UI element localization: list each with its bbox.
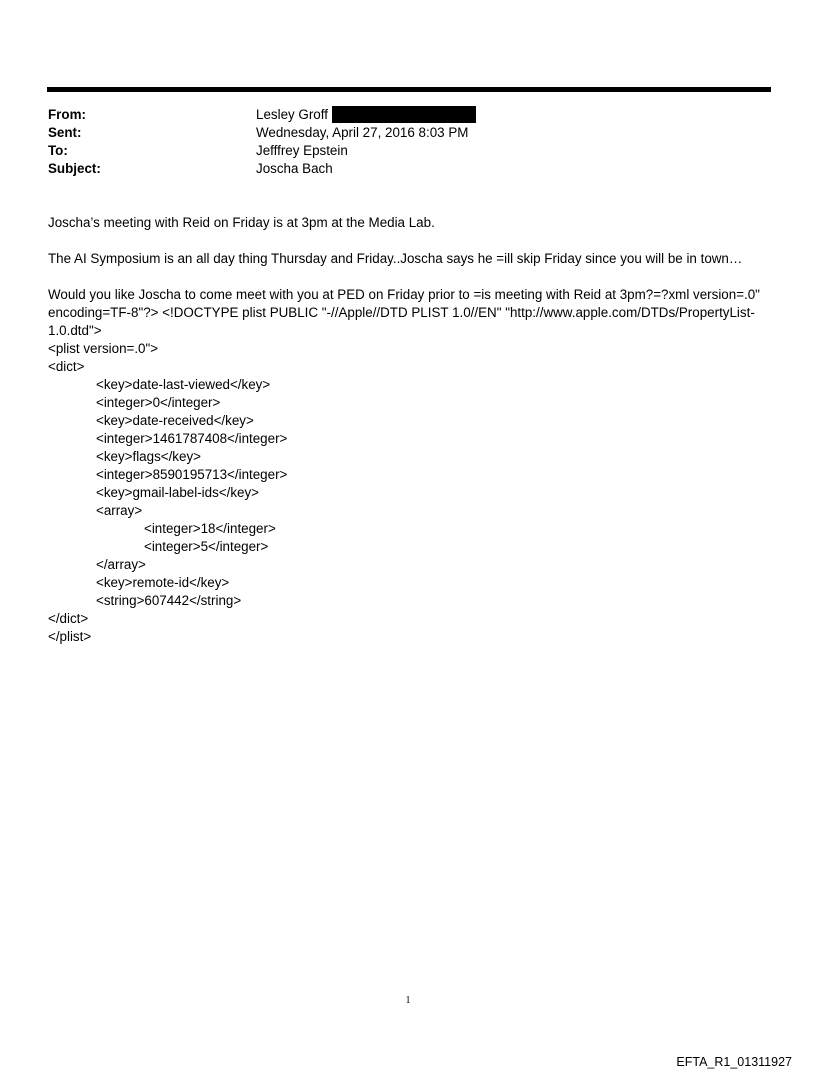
redaction-block: [332, 106, 476, 123]
page-number: 1: [405, 995, 411, 1006]
body-line: encoding=TF-8"?> <!DOCTYPE plist PUBLIC "-//Apple//DTD PLIST 1.0//EN" "http://www.apple.com/DTDs/PropertyList-: [48, 305, 755, 320]
plist-line: <integer>0</integer>: [96, 395, 221, 410]
email-body: [48, 214, 778, 646]
from-row: [48, 106, 768, 124]
document-id: EFTA_R1_01311927: [676, 1055, 792, 1069]
email-header: [48, 106, 768, 178]
sent-label: Sent:: [48, 125, 82, 140]
body-paragraph-1: Joscha’s meeting with Reid on Friday is at 3pm at the Media Lab.: [48, 215, 435, 230]
plist-line: <integer>5</integer>: [144, 539, 269, 554]
body-paragraph-2: The AI Symposium is an all day thing Thursday and Friday..Joscha says he =ill skip Friday since you will be in town…: [48, 251, 743, 266]
plist-line: <key>gmail-label-ids</key>: [96, 485, 260, 500]
plist-line: <string>607442</string>: [96, 593, 242, 608]
sent-row: [48, 124, 768, 142]
plist-line: <dict>: [48, 359, 85, 374]
to-row: [48, 142, 768, 160]
subject-value: Joscha Bach: [256, 161, 333, 176]
plist-line: <key>flags</key>: [96, 449, 201, 464]
plist-line: <integer>1461787408</integer>: [96, 431, 288, 446]
body-line: Would you like Joscha to come meet with you at PED on Friday prior to =is meeting with Reid at 3pm?=?xml version=.0": [48, 287, 760, 302]
to-label: To:: [48, 143, 68, 158]
plist-line: </array>: [96, 557, 146, 572]
from-value: Lesley Groff: [256, 107, 328, 122]
plist-line: <key>date-received</key>: [96, 413, 254, 428]
to-value: Jefffrey Epstein: [256, 143, 348, 158]
header-rule: [47, 87, 771, 92]
plist-line: <key>date-last-viewed</key>: [96, 377, 271, 392]
subject-label: Subject:: [48, 161, 101, 176]
plist-line: <integer>8590195713</integer>: [96, 467, 288, 482]
plist-line: <plist version=.0">: [48, 341, 159, 356]
plist-line: <integer>18</integer>: [144, 521, 276, 536]
from-value-wrap: [256, 106, 476, 124]
body-line: 1.0.dtd">: [48, 323, 102, 338]
plist-line: <key>remote-id</key>: [96, 575, 230, 590]
body-paragraph-3: [48, 286, 778, 646]
plist-line: </plist>: [48, 629, 92, 644]
sent-value: Wednesday, April 27, 2016 8:03 PM: [256, 125, 469, 140]
subject-row: [48, 160, 768, 178]
plist-line: <array>: [96, 503, 143, 518]
plist-line: </dict>: [48, 611, 89, 626]
from-label: From:: [48, 107, 86, 122]
